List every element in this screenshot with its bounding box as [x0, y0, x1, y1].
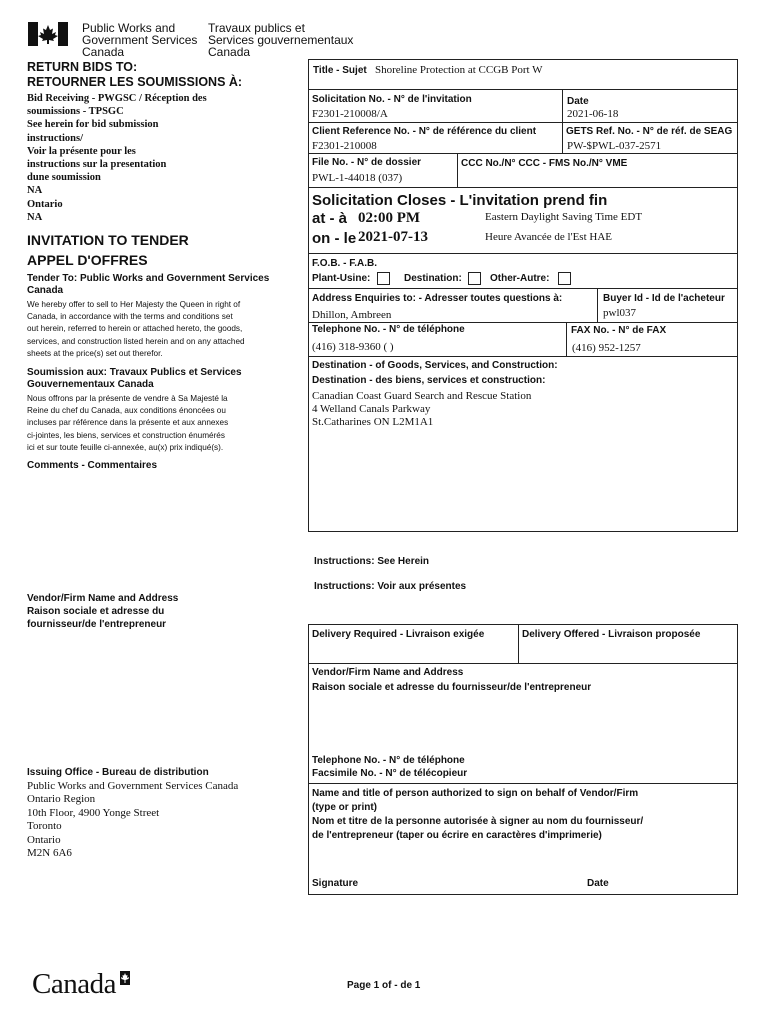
offer-text-fr [27, 393, 228, 454]
dept-fr-line: Canada [208, 45, 251, 59]
return-address-line: Voir la présente pour les [27, 145, 136, 157]
vendor-name-line: Raison sociale et adresse du [27, 606, 165, 617]
file-value: PWL-1-44018 (037) [312, 172, 403, 184]
closing-time: 02:00 PM [358, 210, 421, 226]
return-address-line: NA [27, 211, 43, 223]
comments-label: Comments - Commentaires [27, 460, 158, 471]
canada-wordmark-text: Canada [32, 968, 116, 1000]
offer-text-en [27, 299, 245, 360]
dept-fr-line: Travaux publics et [208, 21, 305, 35]
vendor-telephone-label: Telephone No. - N° de téléphone [312, 755, 465, 766]
soumission-aux-line: Soumission aux: Travaux Publics et Services [27, 367, 242, 378]
client-ref-value: F2301-210008 [312, 140, 377, 152]
delivery-offered-label: Delivery Offered - Livraison proposée [522, 629, 701, 640]
issuing-office-line: M2N 6A6 [27, 847, 72, 860]
vendor-name-line: fournisseur/de l'entrepreneur [27, 619, 167, 630]
invitation-to-tender-title: INVITATION TO TENDER [27, 232, 189, 248]
tender-to [27, 273, 269, 297]
fax-label: FAX No. - N° de FAX [571, 325, 667, 336]
return-address [27, 92, 207, 224]
address-enquiries-label: Address Enquiries to: - Adresser toutes questions à: [312, 293, 563, 304]
page-number: Page 1 of - de 1 [347, 980, 421, 991]
fax-value: (416) 952-1257 [572, 342, 641, 354]
authorized-line: (type or print) [312, 802, 377, 813]
return-address-line: Bid Receiving - PWGSC / Réception des [27, 93, 207, 104]
return-address-line: instructions/ [27, 132, 84, 144]
offer-fr-line: ici et sur toute feuille ci-annexée, au(x) prix indiqué(s). [27, 442, 224, 452]
plant-checkbox[interactable] [377, 272, 390, 285]
gets-value: PW-$PWL-037-2571 [567, 140, 662, 152]
offer-fr-line: incluses par référence dans la présente et aux annexes [27, 418, 229, 428]
department-name-fr [208, 22, 353, 58]
delivery-required-field[interactable] [309, 641, 517, 662]
destination-goods-label-fr: Destination - des biens, services et construction: [312, 375, 546, 386]
client-ref-label: Client Reference No. - N° de référence du client [312, 126, 537, 137]
offer-en-line: services, and construction listed herein and on any attached [27, 336, 245, 346]
vendor-firm-label-fr: Raison sociale et adresse du fournisseur/de l'entrepreneur [312, 682, 592, 693]
closing-date: 2021-07-13 [358, 229, 428, 245]
authorized-person-field[interactable] [309, 846, 737, 872]
gets-label: GETS Ref. No. - N° de réf. de SEAG [566, 126, 733, 137]
other-label: Other-Autre: [490, 273, 550, 284]
return-address-line: instructions sur la presentation [27, 159, 167, 171]
signature-date-label: Date [587, 878, 609, 889]
title-value: Shoreline Protection at CCGB Port W [375, 64, 543, 76]
return-address-line: See herein for bid submission [27, 119, 159, 131]
soumission-aux-line: Gouvernementaux Canada [27, 379, 154, 390]
signature-field[interactable] [309, 872, 737, 894]
dept-en-line: Government Services [82, 33, 198, 47]
offer-en-line: Canada, in accordance with the terms and conditions set [27, 312, 233, 322]
date-value: 2021-06-18 [567, 108, 619, 120]
buyer-id-value: pwl037 [603, 307, 636, 319]
appel-offres-title: APPEL D'OFFRES [27, 252, 148, 268]
return-address-line: dune soumission [27, 172, 101, 184]
dept-en-line: Canada [82, 45, 125, 59]
other-checkbox[interactable] [558, 272, 571, 285]
destination-goods-line: 4 Welland Canals Parkway [312, 403, 431, 415]
signature-label: Signature [312, 878, 359, 889]
issuing-office-line: Ontario Region [27, 793, 96, 806]
return-bids-title [27, 60, 242, 90]
soumission-aux [27, 367, 242, 391]
maple-leaf-icon [28, 22, 68, 46]
solicitation-label: Solicitation No. - N° de l'invitation [312, 94, 472, 105]
wordmark-flag-icon [120, 971, 130, 985]
dept-en-line: Public Works and [82, 21, 176, 35]
offer-en-line: out herein, referred to herein or attached hereto, the goods, [27, 324, 243, 334]
vendor-firm-label-en: Vendor/Firm Name and Address [312, 667, 464, 678]
return-address-line: soumissions - TPSGC [27, 106, 124, 118]
vendor-firm-field[interactable] [309, 697, 737, 749]
destination-checkbox[interactable] [468, 272, 481, 285]
date-label: Date [567, 96, 589, 107]
canada-wordmark [32, 968, 116, 1001]
delivery-required-label: Delivery Required - Livraison exigée [312, 629, 485, 640]
timezone-fr: Heure Avancée de l'Est HAE [485, 231, 613, 243]
address-enquiries-value: Dhillon, Ambreen [312, 309, 392, 321]
issuing-office-line: Ontario [27, 833, 61, 846]
offer-fr-line: Nous offrons par la présente de vendre à Sa Majesté la [27, 394, 228, 403]
issuing-office-label: Issuing Office - Bureau de distribution [27, 767, 209, 778]
destination-goods-label-en: Destination - of Goods, Services, and Construction: [312, 360, 558, 371]
telephone-value: (416) 318-9360 ( ) [312, 341, 394, 353]
dept-fr-line: Services gouvernementaux [208, 33, 354, 47]
return-address-line: NA [27, 185, 43, 197]
authorized-person-label [312, 787, 643, 843]
file-label: File No. - N° de dossier [312, 157, 422, 168]
vendor-name-left [27, 592, 178, 631]
authorized-line: de l'entrepreneur (taper ou écrire en caractères d'imprimerie) [312, 830, 602, 841]
at-label: at - à [312, 210, 348, 227]
tender-to-line: Canada [27, 285, 64, 296]
instructions-en: Instructions: See Herein [314, 556, 430, 567]
destination-goods-line: Canadian Coast Guard Search and Rescue Station [312, 390, 532, 402]
telephone-label: Telephone No. - N° de téléphone [312, 324, 465, 335]
on-label: on - le [312, 230, 357, 247]
authorized-line: Name and title of person authorized to sign on behalf of Vendor/Firm [312, 788, 639, 799]
issuing-office-address [27, 780, 238, 860]
destination-label: Destination: [404, 273, 462, 284]
solicitation-value: F2301-210008/A [312, 108, 388, 120]
plant-label: Plant-Usine: [312, 273, 371, 284]
return-title-en: RETURN BIDS TO: [27, 60, 138, 74]
title-label: Title - Sujet [313, 65, 367, 76]
vendor-name-line: Vendor/Firm Name and Address [27, 593, 179, 604]
tender-to-line: Tender To: Public Works and Government Services [27, 273, 270, 284]
return-address-line: Ontario [27, 198, 63, 210]
ccc-label: CCC No./N° CCC - FMS No./N° VME [461, 158, 628, 169]
destination-goods-line: St.Catharines ON L2M1A1 [312, 416, 434, 428]
canada-flag-logo [28, 22, 68, 46]
vendor-facsimile-label: Facsimile No. - N° de télécopieur [312, 768, 468, 779]
solicitation-closes-label: Solicitation Closes - L'invitation prend fin [312, 192, 608, 209]
delivery-offered-field[interactable] [519, 641, 737, 662]
buyer-id-label: Buyer Id - Id de l'acheteur [603, 293, 725, 304]
offer-fr-line: Reine du chef du Canada, aux conditions énoncées ou [27, 406, 226, 416]
authorized-line: Nom et titre de la personne autorisée à signer au nom du fournisseur/ [312, 816, 644, 827]
department-name-en [82, 22, 197, 58]
timezone-en: Eastern Daylight Saving Time EDT [485, 211, 643, 223]
destination-goods-address [312, 390, 531, 429]
instructions-fr: Instructions: Voir aux présentes [314, 581, 467, 592]
return-title-fr: RETOURNER LES SOUMISSIONS À: [27, 75, 243, 89]
issuing-office-line: Public Works and Government Services Canada [27, 780, 239, 792]
offer-en-line: sheets at the price(s) set out therefor. [27, 348, 163, 358]
fob-label: F.O.B. - F.A.B. [312, 258, 377, 269]
issuing-office-line: 10th Floor, 4900 Yonge Street [27, 806, 160, 819]
offer-en-line: We hereby offer to sell to Her Majesty the Queen in right of [27, 300, 241, 309]
issuing-office-line: Toronto [27, 820, 62, 833]
offer-fr-line: ci-jointes, les biens, services et construction énumérés [27, 430, 225, 440]
